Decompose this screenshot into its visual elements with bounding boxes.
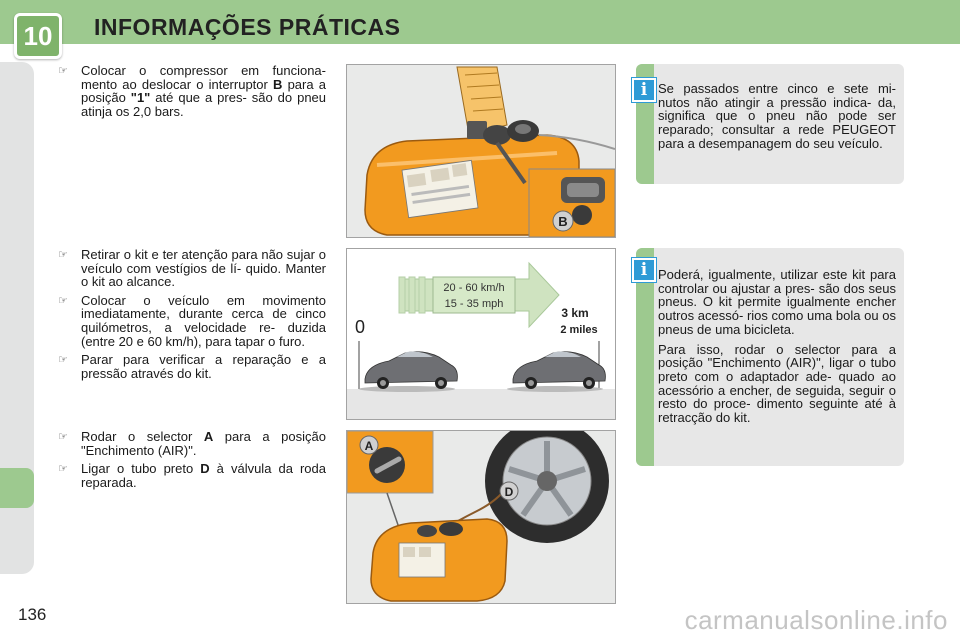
- bullet-remove-kit: ☞ Retirar o kit e ter atenção para não sujar o veículo com vestígios de lí- quido. Manter o kit ao alcance.: [58, 248, 326, 289]
- driving-diagram: [347, 249, 615, 419]
- bullet-drive-vehicle: ☞ Colocar o veículo em movimento imediatamente, durante cerca de cinco quilómetros, a velocidade re- duzida (entre 20 e 60 km/h), para tapar o furo.: [58, 294, 326, 348]
- label-a: A: [364, 439, 374, 453]
- instructions-step-3: [58, 430, 326, 494]
- bullet-text: para a posição "Enchimento (AIR)".: [81, 429, 326, 458]
- bullet-text: Ligar o tubo preto: [81, 461, 201, 477]
- speed-kmh-label: 20 - 60 km/h: [443, 282, 505, 294]
- bullet-rotate-selector: [58, 430, 326, 457]
- speed-mph-label: 15 - 35 mph: [444, 298, 504, 310]
- figure-driving-distance: [346, 248, 616, 420]
- instructions-step-2: [58, 248, 326, 385]
- figure-selector-hose: [346, 430, 616, 604]
- info-paragraph-2: Para isso, rodar o selector para a posição "Enchimento (AIR)", ligar o tubo preto com o adaptador ade- quado ao acessório a encher, de seguida, seguir o resto do proce- dimento seguinte até à retracção do kit.: [658, 341, 896, 426]
- info-text-pressure: Se passados entre cinco e sete mi- nutos não atingir a pressão indica- da, significa que o pneu não pode ser reparado; consultar a rede PEUGEOT para a desempanagem do seu veículo.: [658, 81, 896, 151]
- chapter-badge: 10: [14, 13, 62, 59]
- info-text-other-uses: [658, 268, 896, 431]
- info-paragraph-1: Poderá, igualmente, utilizar este kit para controlar ou ajustar a pres- são dos seus pneus. O kit permite igualmente encher outros acessó- rios como uma bola ou os pneus de uma bicicleta.: [658, 267, 896, 337]
- bullet-text: Colocar o compressor em funciona- mento ao deslocar o interruptor: [81, 63, 326, 92]
- kit-wheel-illustration: [347, 431, 615, 603]
- bullet-stop-check: ☞ Parar para verificar a reparação e a pressão através do kit.: [58, 353, 326, 380]
- watermark: carmanualsonline.info: [684, 605, 948, 635]
- distance-miles-label: 2 miles: [560, 324, 598, 336]
- compressor-illustration: [347, 65, 615, 237]
- bullet-bold: "1": [130, 90, 151, 106]
- bullet-text: à válvula da roda reparada.: [81, 461, 326, 490]
- bullet-bold: B: [273, 76, 283, 92]
- page-number: 136: [18, 605, 47, 624]
- bullet-start-compressor: [58, 64, 326, 118]
- bullet-text: até que a pres- são do pneu atinja os 2,0 bars.: [81, 90, 327, 119]
- label-b: B: [558, 214, 568, 229]
- page-title: INFORMAÇÕES PRÁTICAS: [94, 14, 401, 40]
- bullet-bold: A: [203, 429, 214, 444]
- section-tab[interactable]: [0, 468, 34, 508]
- bullet-text: Rodar o selector: [81, 429, 204, 444]
- figure-compressor-switch: [346, 64, 616, 238]
- info-box-pressure: [636, 64, 904, 184]
- bullet-bold: D: [200, 461, 210, 477]
- info-box-other-uses: [636, 248, 904, 466]
- distance-km-label: 3 km: [561, 306, 589, 320]
- info-icon: i: [632, 78, 656, 102]
- bullet-text: para a posição: [81, 76, 326, 106]
- info-icon: i: [632, 258, 656, 282]
- bullet-connect-hose: [58, 462, 326, 489]
- instructions-step-1: [58, 64, 326, 123]
- label-d: D: [504, 485, 514, 499]
- start-label: 0: [355, 317, 366, 337]
